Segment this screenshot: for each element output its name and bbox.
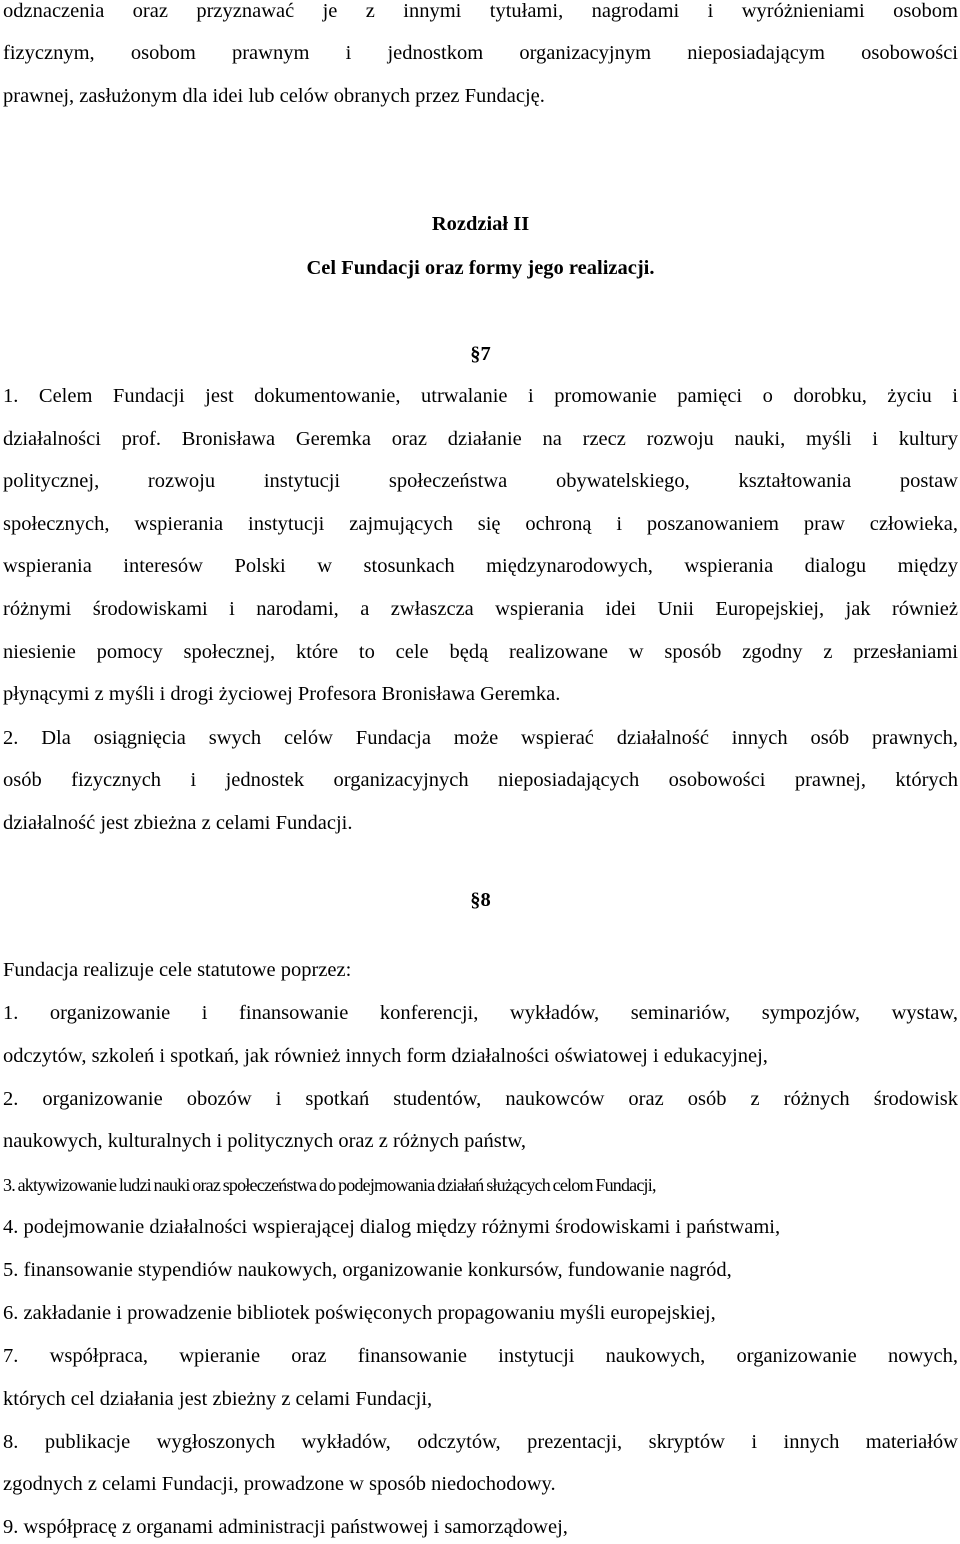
section-7-line: różnymi środowiskami i narodami, a zwłaszcza wspierania idei Unii Europejskiej, jak również	[3, 598, 958, 620]
section-7-line: wspierania interesów Polski w stosunkach międzynarodowych, wspierania dialogu między	[3, 555, 958, 577]
section-7-line: politycznej, rozwoju instytucji społeczeństwa obywatelskiego, kształtowania postaw	[3, 470, 958, 492]
list-item: 6. zakładanie i prowadzenie bibliotek poświęconych propagowaniu myśli europejskiej,	[3, 1302, 716, 1324]
section-7-heading: §7	[470, 343, 491, 365]
chapter-title: Rozdział II	[431, 213, 530, 235]
list-item: 4. podejmowanie działalności wspierającej dialog między różnymi środowiskami i państwami,	[3, 1216, 781, 1238]
intro-line: odznaczenia oraz przyznawać je z innymi tytułami, nagrodami i wyróżnieniami osobom	[3, 0, 958, 22]
section-8-heading: §8	[470, 889, 491, 911]
list-item: odczytów, szkoleń i spotkań, jak również innych form działalności oświatowej i edukacyjnej,	[3, 1045, 768, 1067]
intro-line: fizycznym, osobom prawnym i jednostkom organizacyjnym nieposiadającym osobowości	[3, 42, 958, 64]
list-item: 1. organizowanie i finansowanie konferencji, wykładów, seminariów, sympozjów, wystaw,	[3, 1002, 958, 1024]
list-item: 9. współpracę z organami administracji państwowej i samorządowej,	[3, 1516, 568, 1538]
section-7-line: społecznych, wspierania instytucji zajmujących się ochroną i poszanowaniem praw człowieka,	[3, 513, 958, 535]
list-item: 2. organizowanie obozów i spotkań studentów, naukowców oraz osób z różnych środowisk	[3, 1088, 958, 1110]
section-7-line: działalności prof. Bronisława Geremka oraz działanie na rzecz rozwoju nauki, myśli i kultury	[3, 428, 958, 450]
list-item: 5. finansowanie stypendiów naukowych, organizowanie konkursów, fundowanie nagród,	[3, 1259, 732, 1281]
section-8-intro: Fundacja realizuje cele statutowe poprzez:	[3, 959, 352, 981]
list-item: zgodnych z celami Fundacji, prowadzone w sposób niedochodowy.	[3, 1473, 556, 1495]
list-item: 3. aktywizowanie ludzi nauki oraz społeczeństwa do podejmowania działań służących celom Fundacji,	[3, 1175, 656, 1195]
section-7-line: 2. Dla osiągnięcia swych celów Fundacja może wspierać działalność innych osób prawnych,	[3, 727, 958, 749]
chapter-subtitle: Cel Fundacji oraz formy jego realizacji.	[306, 257, 655, 279]
intro-line: prawnej, zasłużonym dla idei lub celów obranych przez Fundację.	[3, 85, 545, 107]
section-7-line: osób fizycznych i jednostek organizacyjnych nieposiadających osobowości prawnej, których	[3, 769, 958, 791]
section-7-line: niesienie pomocy społecznej, które to cele będą realizowane w sposób zgodny z przesłaniami	[3, 641, 958, 663]
list-item: 8. publikacje wygłoszonych wykładów, odczytów, prezentacji, skryptów i innych materiałów	[3, 1431, 958, 1453]
section-7-line: działalność jest zbieżna z celami Fundacji.	[3, 812, 353, 834]
section-7-line: płynącymi z myśli i drogi życiowej Profesora Bronisława Geremka.	[3, 683, 561, 705]
list-item: których cel działania jest zbieżny z celami Fundacji,	[3, 1388, 433, 1410]
section-7-line: 1. Celem Fundacji jest dokumentowanie, utrwalanie i promowanie pamięci o dorobku, życiu i	[3, 385, 958, 407]
list-item: 7. współpraca, wpieranie oraz finansowanie instytucji naukowych, organizowanie nowych,	[3, 1345, 958, 1367]
list-item: naukowych, kulturalnych i politycznych oraz z różnych państw,	[3, 1130, 526, 1152]
